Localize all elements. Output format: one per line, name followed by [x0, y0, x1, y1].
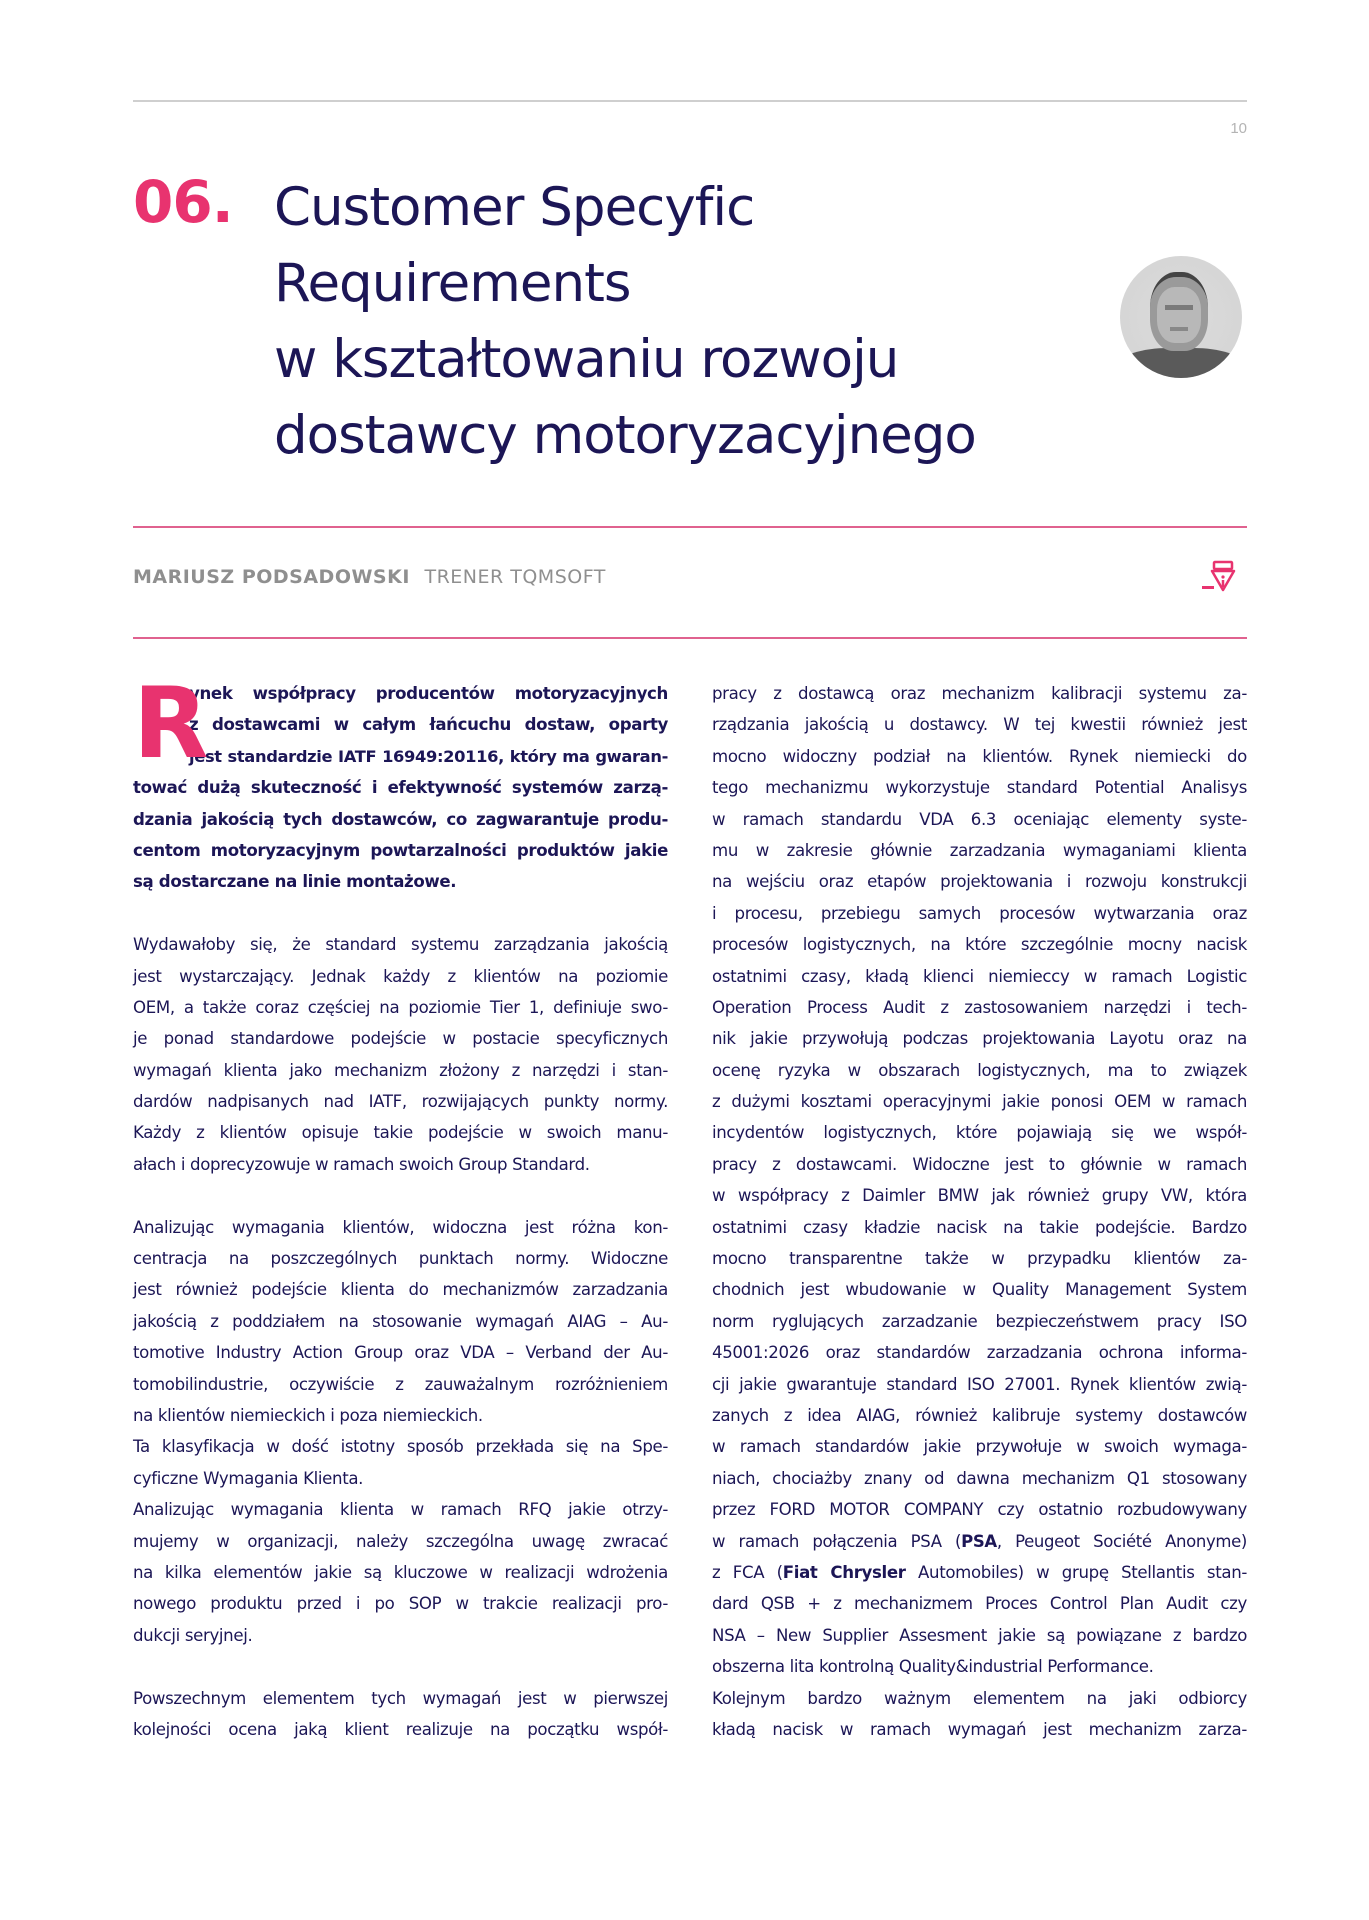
text-line: Operation Process Audit z zastosowaniem narzędzi i tech-	[712, 997, 1247, 1017]
title-line: w kształtowaniu rozwoju	[274, 329, 899, 390]
top-rule	[133, 100, 1247, 102]
text-line: jest standardzie IATF 16949:20116, który ma gwaran-	[189, 746, 668, 766]
paragraph	[133, 929, 668, 1180]
text-line: Ta klasyfikacja w dość istotny sposób przekłada się na Spe-	[133, 1437, 668, 1457]
article-column-right	[712, 678, 1247, 1745]
text-line: jest wystarczający. Jednak każdy z klientów na poziomie	[133, 966, 668, 986]
text-line: z dostawcami w całym łańcuchu dostaw, oparty	[189, 715, 668, 735]
text-line: 45001:2026 oraz standardów zarzadzania ochrona informa-	[712, 1343, 1247, 1363]
text-line: jakością z poddziałem na stosowanie wymagań AIAG – Au-	[133, 1311, 668, 1331]
text-line: ostatnimi czasy, kładą klienci niemieccy w ramach Logistic	[712, 966, 1247, 986]
text-line: w ramach standardów jakie przywołuje w swoich wymaga-	[712, 1437, 1247, 1457]
bold-psa: PSA	[961, 1531, 997, 1551]
text-line: przez FORD MOTOR COMPANY czy ostatnio rozbudowywany	[712, 1500, 1247, 1520]
text-line: wymagań klienta jako mechanizm złożony z narzędzi i stan-	[133, 1060, 668, 1080]
text-line: mujemy w organizacji, należy szczególna uwagę zwracać	[133, 1531, 668, 1551]
author-role: TRENER TQMSOFT	[424, 566, 606, 588]
page-number: 10	[1230, 120, 1247, 137]
byline	[133, 566, 606, 588]
text-line: w ramach standardu VDA 6.3 oceniając elementy syste-	[712, 809, 1247, 829]
paragraph	[133, 1212, 668, 1651]
text-line-psa: w ramach połączenia PSA (PSA, Peugeot Société Anonyme)	[712, 1531, 1247, 1551]
title-line: Customer Specyfic	[274, 177, 755, 238]
bold-fiat-chrysler: Fiat Chrysler	[782, 1562, 906, 1582]
text-line: Wydawałoby się, że standard systemu zarządzania jakością	[133, 935, 668, 955]
text-line: niach, chociażby znany od dawna mechanizm Q1 stosowany	[712, 1468, 1247, 1488]
text-line: dukcji seryjnej.	[133, 1625, 253, 1645]
text-line: norm ryglujących zarzadzanie bezpieczeństwem pracy ISO	[712, 1311, 1247, 1331]
text-line: pracy z dostawcą oraz mechanizm kalibracji systemu za-	[712, 684, 1247, 703]
text-line: centom motoryzacyjnym powtarzalności produktów jakie	[133, 840, 668, 860]
lead-paragraph	[133, 667, 668, 898]
text-line: tować dużą skuteczność i efektywność systemów zarzą-	[133, 778, 668, 798]
text-line: w współpracy z Daimler BMW jak również grupy VW, która	[712, 1186, 1247, 1206]
text-line: zanych z idea AIAG, również kalibruje systemy dostawców	[712, 1405, 1247, 1425]
text-line: mu w zakresie głównie zarzadzania wymaganiami klienta	[712, 840, 1247, 860]
drop-cap: R	[133, 667, 209, 781]
text-line: OEM, a także coraz częściej na poziomie Tier 1, definiuje swo-	[133, 997, 668, 1017]
text-line: na kilka elementów jakie są kluczowe w realizacji wdrożenia	[133, 1562, 668, 1582]
text-line: na klientów niemieckich i poza niemieckich.	[133, 1405, 483, 1425]
text-line: NSA – New Supplier Assesment jakie są powiązane z bardzo	[712, 1625, 1247, 1645]
text-line: dard QSB + z mechanizmem Proces Control Plan Audit czy	[712, 1594, 1247, 1614]
text-line: tomotive Industry Action Group oraz VDA – Verband der Au-	[133, 1343, 668, 1363]
pen-nib-icon	[1200, 560, 1240, 596]
title-line: dostawcy motoryzacyjnego	[274, 405, 976, 466]
text-line: są dostarczane na linie montażowe.	[133, 872, 457, 892]
divider-top	[133, 526, 1247, 528]
text-line: nowego produktu przed i po SOP w trakcie realizacji pro-	[133, 1594, 668, 1614]
text-line: ynek współpracy producentów motoryzacyjnych	[189, 684, 668, 703]
text-line: nik jakie przywołują podczas projektowania Layotu oraz na	[712, 1029, 1247, 1049]
text-line: kolejności ocena jaką klient realizuje na początku współ-	[133, 1719, 668, 1739]
text-line: i procesu, przebiegu samych procesów wytwarzania oraz	[712, 903, 1247, 923]
text-line: cyficzne Wymagania Klienta.	[133, 1468, 364, 1488]
text-line: mocno transparentne także w przypadku klientów za-	[712, 1249, 1247, 1269]
text-line-fca: z FCA (Fiat Chrysler Automobiles) w grupę Stellantis stan-	[712, 1562, 1247, 1582]
text-line: Powszechnym elementem tych wymagań jest w pierwszej	[133, 1688, 668, 1708]
paragraph	[133, 1683, 668, 1746]
article-title	[274, 170, 976, 474]
text-line: tomobilindustrie, oczywiście z zauważalnym rozróżnieniem	[133, 1374, 668, 1394]
divider-bottom	[133, 637, 1247, 639]
text-line: z dużymi kosztami operacyjnymi jakie ponosi OEM w ramach	[712, 1092, 1247, 1112]
chapter-number: 06.	[133, 168, 233, 236]
text-line: cji jakie gwarantuje standard ISO 27001. Rynek klientów zwią-	[712, 1374, 1247, 1394]
text-line: kładą nacisk w ramach wymagań jest mechanizm zarza-	[712, 1719, 1247, 1739]
text-line: Analizując wymagania klienta w ramach RFQ jakie otrzy-	[133, 1500, 668, 1520]
text-line: rządzania jakością u dostawcy. W tej kwestii również jest	[712, 715, 1247, 735]
text-line: Każdy z klientów opisuje takie podejście w swoich manu-	[133, 1123, 668, 1143]
text-line: dzania jakością tych dostawców, co zagwarantuje produ-	[133, 809, 668, 829]
article-column-left	[133, 667, 668, 1745]
title-line: Requirements	[274, 253, 631, 314]
text-line: na wejściu oraz etapów projektowania i rozwoju konstrukcji	[712, 872, 1247, 892]
author-photo	[1120, 256, 1242, 378]
text-line: ałach i doprecyzowuje w ramach swoich Group Standard.	[133, 1154, 590, 1174]
text-line: je ponad standardowe podejście w postacie specyficznych	[133, 1029, 668, 1049]
text-line: mocno widoczny podział na klientów. Rynek niemiecki do	[712, 746, 1247, 766]
text-line: jest również podejście klienta do mechanizmów zarzadzania	[133, 1280, 668, 1300]
text-line: Kolejnym bardzo ważnym elementem na jaki odbiorcy	[712, 1688, 1247, 1708]
text-line: obszerna lita kontrolną Quality&industrial Performance.	[712, 1657, 1154, 1677]
text-line: pracy z dostawcami. Widoczne jest to głównie w ramach	[712, 1154, 1247, 1174]
text-line: chodnich jest wbudowanie w Quality Management System	[712, 1280, 1247, 1300]
text-line: incydentów logistycznych, które pojawiają się we współ-	[712, 1123, 1247, 1143]
text-line: dardów nadpisanych nad IATF, rozwijających punkty normy.	[133, 1092, 668, 1112]
text-line: tego mechanizmu wykorzystuje standard Potential Analisys	[712, 778, 1247, 798]
text-line: ocenę ryzyka w obszarach logistycznych, ma to związek	[712, 1060, 1247, 1080]
text-line: centracja na poszczególnych punktach normy. Widoczne	[133, 1249, 668, 1269]
text-line: procesów logistycznych, na które szczególnie mocny nacisk	[712, 935, 1247, 955]
author-name: MARIUSZ PODSADOWSKI	[133, 566, 410, 588]
text-line: ostatnimi czasy kładzie nacisk na takie podejście. Bardzo	[712, 1217, 1247, 1237]
text-line: Analizując wymagania klientów, widoczna jest różna kon-	[133, 1217, 668, 1237]
